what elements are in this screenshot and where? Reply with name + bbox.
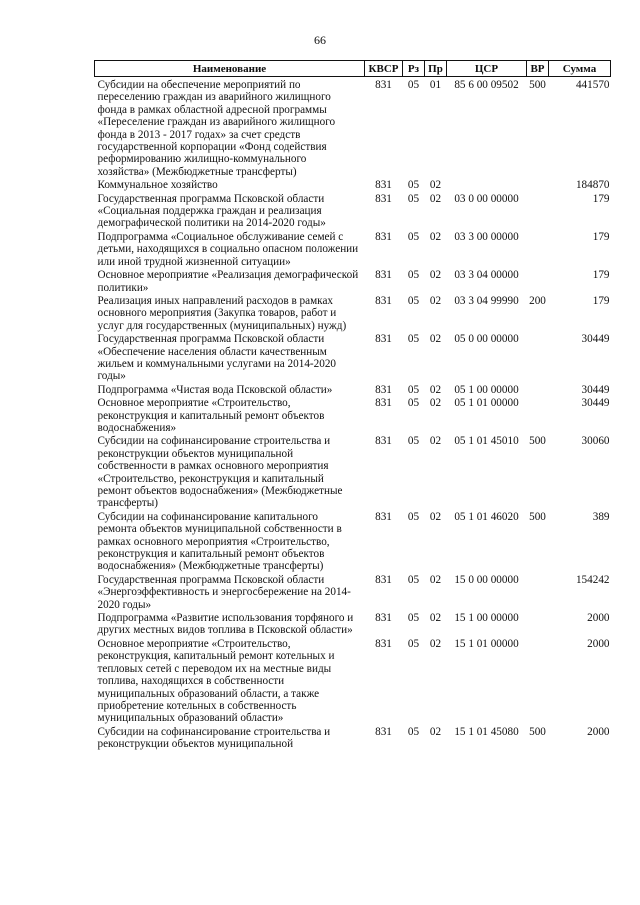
row-rz: 05 [407,79,420,91]
row-pr: 02 [429,397,442,410]
row-kvsr: 831 [375,333,392,346]
row-rz: 05 [407,612,420,625]
table-row [95,333,611,384]
row-vr [527,231,549,269]
header-kvsr: КВСР [365,61,403,77]
row-csr: 05 1 01 46020 [454,510,519,523]
row-kvsr: 831 [375,435,392,448]
row-rz: 05 [407,573,420,586]
row-sum: 179 [592,230,610,243]
row-csr: 05 1 00 00000 [454,383,519,396]
row-sum: 179 [592,294,610,307]
row-vr [527,193,549,231]
row-csr: 05 1 01 00000 [454,397,519,410]
table-row [95,179,611,192]
row-pr: 02 [429,179,442,192]
row-pr: 02 [429,573,442,586]
row-csr: 05 1 01 45010 [454,435,519,448]
table-row [95,269,611,295]
row-pr: 02 [429,333,442,346]
row-kvsr: 831 [375,269,392,282]
table-row [95,638,611,726]
row-rz: 05 [407,725,420,738]
row-kvsr: 831 [375,397,392,410]
header-pr: Пр [425,61,447,77]
table-row [95,435,611,510]
row-csr: 03 3 00 00000 [454,230,519,243]
row-pr: 02 [429,230,442,243]
row-kvsr: 831 [375,612,392,625]
row-vr [527,638,549,726]
row-name: Основное мероприятие «Реализация демографической политики» [97,269,359,294]
row-pr: 02 [429,269,442,282]
row-vr [527,179,549,192]
table-body [95,77,611,752]
row-csr: 15 1 01 45080 [454,725,519,738]
header-csr: ЦСР [447,61,527,77]
row-vr [527,269,549,295]
table-row [95,295,611,333]
row-kvsr: 831 [375,79,392,91]
row-vr [527,384,549,397]
row-name: Реализация иных направлений расходов в рамках основного мероприятия (Закупка товаров, работ и услуг для государственных (муниципальных) нужд) [97,294,347,332]
table-row [95,77,611,180]
row-rz: 05 [407,269,420,282]
row-csr: 05 0 00 00000 [454,333,519,346]
row-pr: 02 [429,435,442,448]
row-rz: 05 [407,192,420,205]
row-name: Субсидии на обеспечение мероприятий по переселению граждан из аварийного жилищного фонда в рамках областной адресной программы «Переселение граждан из аварийного жилищного фонда в 2013 - 2017 годах» за счет средств государственной корпорации «Фонд содействия реформированию жилищно-коммунального хозяйства» (Межбюджетные трансферты) [97,79,336,178]
row-csr: 03 0 00 00000 [454,192,519,205]
row-name: Субсидии на софинансирование капитального ремонта объектов муниципальной собственности в рамках основного мероприятия «Строительство, реконструкция и капитальный ремонт объектов водоснабжения» (Межбюджетные трансферты) [97,510,342,573]
row-name: Подпрограмма «Развитие использования торфяного и других местных видов топлива в Псковской области» [97,612,354,637]
row-rz: 05 [407,637,420,650]
table-row [95,726,611,752]
row-rz: 05 [407,435,420,448]
row-name: Основное мероприятие «Строительство, реконструкция и капитальный ремонт объектов водоснабжения» [97,397,325,434]
row-name: Субсидии на софинансирование строительства и реконструкции объектов муниципальной собственности в рамках основного мероприятия «Строительство, реконструкция и капитальный ремонт объектов водоснабжения» (Межбюджетные трансферты) [97,435,343,510]
table-row [95,397,611,435]
table-row [95,612,611,638]
row-csr: 15 1 00 00000 [454,612,519,625]
row-sum: 2000 [587,725,610,738]
page-number: 66 [314,33,326,47]
row-sum: 389 [592,510,610,523]
row-vr [527,612,549,638]
row-vr [527,397,549,435]
budget-table [94,60,611,752]
row-vr: 500 [529,435,546,448]
row-rz: 05 [407,397,420,410]
row-kvsr: 831 [375,179,392,192]
row-csr: 03 3 04 99990 [454,294,519,307]
row-kvsr: 831 [375,383,392,396]
row-kvsr: 831 [375,637,392,650]
row-sum: 179 [592,192,610,205]
row-rz: 05 [407,333,420,346]
row-kvsr: 831 [375,192,392,205]
row-name: Государственная программа Псковской области «Энергоэффективность и энергосбережение на 2014-2020 годы» [97,573,351,611]
row-sum: 154242 [575,573,610,586]
row-csr: 03 3 04 00000 [454,269,519,282]
row-vr: 500 [529,79,546,91]
row-sum: 30449 [581,333,610,346]
row-sum: 2000 [587,612,610,625]
row-csr: 15 0 00 00000 [454,573,519,586]
row-sum: 2000 [587,637,610,650]
row-rz: 05 [407,179,420,192]
row-name: Подпрограмма «Социальное обслуживание семей с детьми, находящихся в социально опасном положении или иной трудной жизненной ситуации» [97,230,359,268]
row-csr: 15 1 01 00000 [454,637,519,650]
table-row [95,574,611,612]
row-sum: 30449 [581,397,610,410]
row-kvsr: 831 [375,230,392,243]
row-csr [447,179,527,192]
table-row [95,193,611,231]
row-pr: 02 [429,294,442,307]
row-rz: 05 [407,230,420,243]
row-pr: 01 [429,79,442,91]
header-rz: Рз [403,61,425,77]
row-name: Коммунальное хозяйство [97,179,218,192]
row-pr: 02 [429,383,442,396]
row-name: Подпрограмма «Чистая вода Псковской области» [97,383,333,396]
table-row [95,384,611,397]
row-name: Государственная программа Псковской области «Социальная поддержка граждан и реализация демографической политики на 2014-2020 годы» [97,192,326,230]
row-sum: 179 [592,269,610,282]
header-vr: ВР [527,61,549,77]
row-sum: 184870 [575,179,610,192]
row-pr: 02 [429,510,442,523]
row-rz: 05 [407,383,420,396]
row-sum: 30449 [581,383,610,396]
row-name: Основное мероприятие «Строительство, реконструкция, капитальный ремонт котельных и тепловых сетей с переводом их на местные виды топлива, находящихся в собственности муниципальных образований области, а также приобретение котельных в собственность муниципальных образований области» [97,637,335,725]
row-csr: 85 6 00 09502 [454,79,519,91]
row-pr: 02 [429,192,442,205]
row-kvsr: 831 [375,294,392,307]
row-kvsr: 831 [375,510,392,523]
table-row [95,511,611,574]
table-row [95,231,611,269]
row-rz: 05 [407,294,420,307]
table-header-row [95,61,611,77]
row-vr: 200 [529,294,546,307]
row-vr [527,574,549,612]
row-sum: 441570 [575,79,610,91]
row-sum: 30060 [581,435,610,448]
row-vr [527,333,549,384]
row-rz: 05 [407,510,420,523]
row-pr: 02 [429,637,442,650]
row-kvsr: 831 [375,725,392,738]
row-pr: 02 [429,612,442,625]
row-vr: 500 [529,725,546,738]
row-kvsr: 831 [375,573,392,586]
row-vr: 500 [529,510,546,523]
row-name: Субсидии на софинансирование строительства и реконструкции объектов муниципальной [97,725,331,751]
row-pr: 02 [429,725,442,738]
row-name: Государственная программа Псковской области «Обеспечение населения области качественным жильем и коммунальными услугами на 2014-2020 годы» [97,333,337,383]
header-name: Наименование [95,61,365,77]
header-sum: Сумма [549,61,611,77]
